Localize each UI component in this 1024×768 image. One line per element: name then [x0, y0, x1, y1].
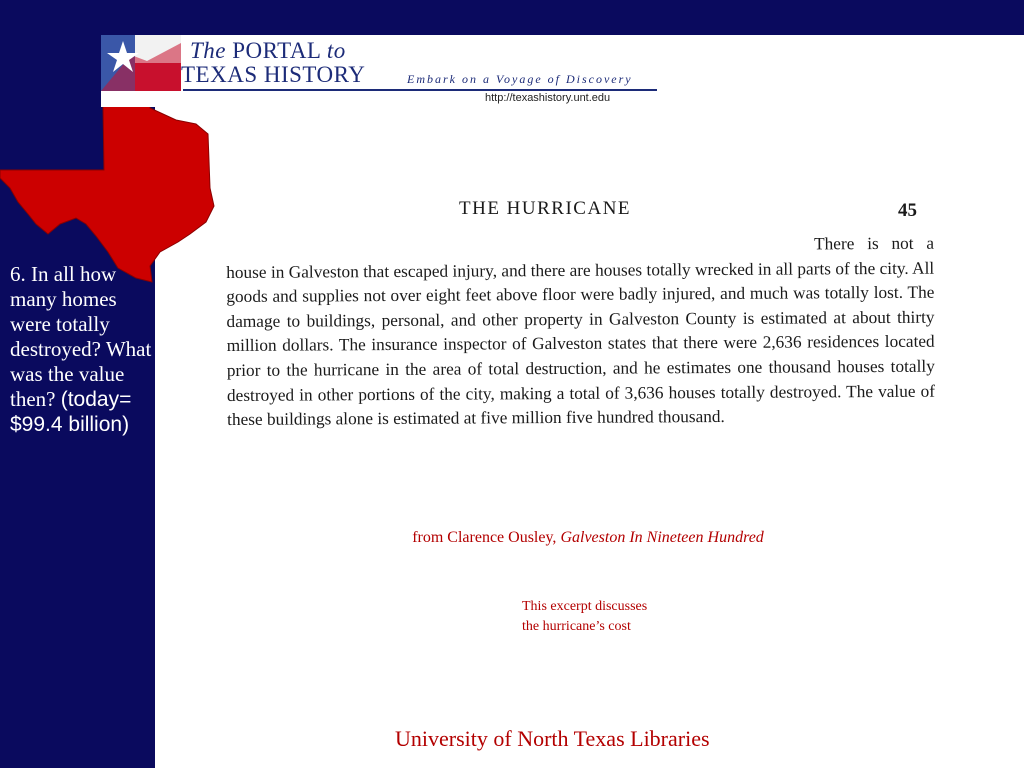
footer-credit: University of North Texas Libraries	[395, 726, 710, 751]
portal-title-line2: TEXAS HISTORY	[181, 62, 366, 87]
citation-prefix: from Clarence Ousley,	[412, 529, 561, 546]
portal-url[interactable]: http://texashistory.unt.edu	[485, 92, 611, 104]
excerpt-running-head: THE HURRICANE	[459, 198, 632, 219]
excerpt-citation	[0, 529, 1024, 547]
portal-title-portal: PORTAL	[232, 38, 321, 63]
excerpt-body-text: There is not a house in Galveston that escaped injury, and there are houses totally wrecked in all parts of the city. All goods and supplies not over eight feet above floor were badly injured, and much was totally lost. The damage to buildings, personal, and other property in Galveston County is estimated at about thirty million dollars. The insurance inspector of Galveston states that there were 2,636 residences located prior to the hurricane in the area of total destruction, and he estimates one thousand houses totally destroyed in other portions of the city, making a total of 3,636 houses totally destroyed. The value of these buildings alone is estimated at five million five hundred thousand.	[226, 233, 936, 430]
banner-divider	[183, 89, 657, 91]
question-today-value: (today= $99.4 billion)	[10, 388, 132, 436]
portal-banner[interactable]	[101, 35, 657, 107]
texas-flag-star-logo	[101, 35, 181, 91]
portal-tagline: Embark on a Voyage of Discovery	[407, 72, 633, 86]
question-text	[10, 262, 158, 437]
note-line-2: the hurricane’s cost	[522, 619, 631, 634]
question-prompt: 6. In all how many homes were totally destroyed? What was the value then?	[10, 262, 152, 411]
citation-book-title: Galveston In Nineteen Hundred	[560, 529, 764, 546]
note-line-1: This excerpt discusses	[522, 599, 648, 614]
book-excerpt-scan	[222, 186, 938, 512]
excerpt-note	[522, 597, 722, 637]
excerpt-page-number: 45	[898, 200, 917, 221]
portal-title-the: The	[190, 38, 226, 63]
portal-title-line1	[190, 38, 346, 64]
portal-title-to: to	[326, 38, 346, 63]
